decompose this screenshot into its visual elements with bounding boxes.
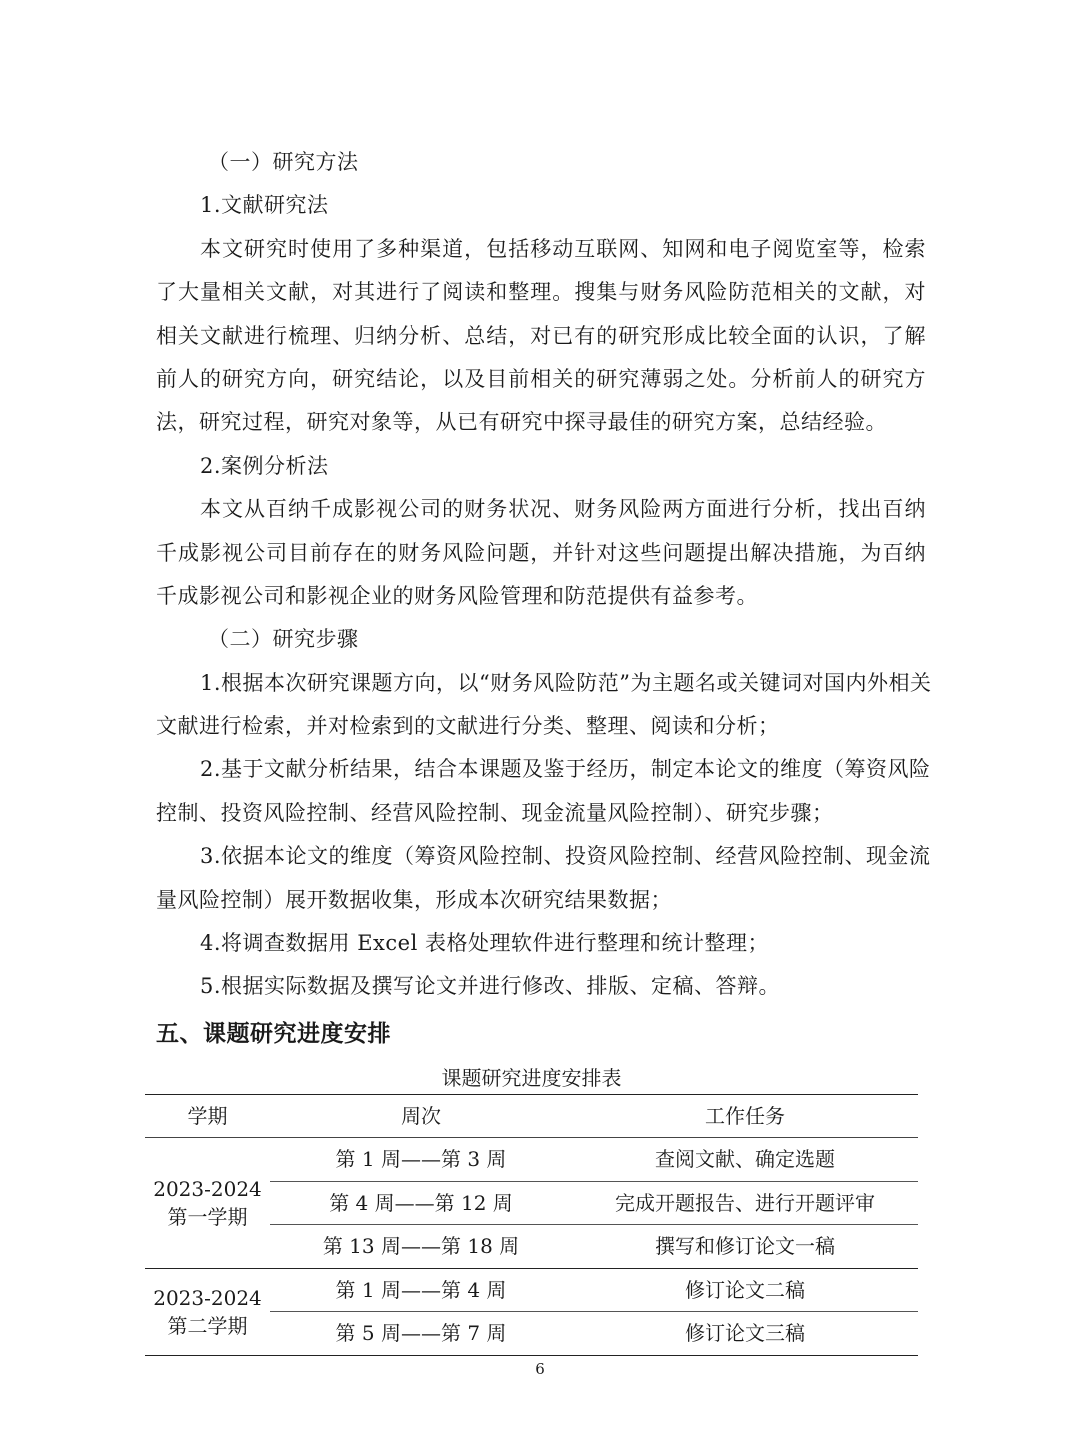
step-line: 文献进行检索，并对检索到的文献进行分类、整理、阅读和分析； — [156, 714, 780, 739]
table-header-row — [145, 1095, 918, 1138]
table-row — [145, 1268, 918, 1312]
table-caption: 课题研究进度安排表 — [441, 1066, 622, 1090]
paragraph-line: 相关文献进行梳理、归纳分析、总结，对已有的研究形成比较全面的认识，了解 — [156, 323, 926, 348]
step-line: 4.将调查数据用 Excel 表格处理软件进行整理和统计整理； — [200, 931, 769, 956]
term-name: 第二学期 — [167, 1313, 248, 1338]
weeks-cell: 第 5 周——第 7 周 — [270, 1312, 572, 1356]
term-cell — [145, 1138, 270, 1269]
task-cell: 撰写和修订论文一稿 — [572, 1225, 918, 1269]
step-line: 量风险控制）展开数据收集，形成本次研究结果数据； — [156, 887, 672, 912]
weeks-cell: 第 4 周——第 12 周 — [270, 1181, 572, 1225]
term-name: 第一学期 — [167, 1204, 248, 1229]
step-line: 2.基于文献分析结果，结合本课题及鉴于经历，制定本论文的维度（筹资风险 — [200, 757, 931, 782]
task-cell: 查阅文献、确定选题 — [572, 1138, 918, 1182]
task-cell: 修订论文二稿 — [572, 1268, 918, 1312]
weeks-cell: 第 1 周——第 4 周 — [270, 1268, 572, 1312]
method-title-literature: 1.文献研究法 — [200, 193, 329, 218]
section-title: 五、课题研究进度安排 — [156, 1020, 391, 1047]
table-row — [145, 1138, 918, 1182]
subsection-heading-methods: （一）研究方法 — [208, 150, 359, 174]
weeks-cell: 第 1 周——第 3 周 — [270, 1138, 572, 1182]
term-year: 2023-2024 — [153, 1285, 262, 1310]
paragraph-line: 千成影视公司和影视企业的财务风险管理和防范提供有益参考。 — [156, 583, 758, 608]
paragraph-line: 前人的研究方向，研究结论，以及目前相关的研究薄弱之处。分析前人的研究方 — [156, 366, 926, 391]
schedule-table — [145, 1094, 918, 1356]
paragraph-line: 本文从百纳千成影视公司的财务状况、财务风险两方面进行分析，找出百纳 — [200, 497, 926, 522]
header-weeks: 周次 — [270, 1095, 572, 1138]
task-cell: 修订论文三稿 — [572, 1312, 918, 1356]
method-title-case: 2.案例分析法 — [200, 453, 329, 478]
paragraph-line: 本文研究时使用了多种渠道，包括移动互联网、知网和电子阅览室等，检索 — [200, 236, 926, 261]
paragraph-line: 法，研究过程，研究对象等，从已有研究中探寻最佳的研究方案，总结经验。 — [156, 410, 887, 435]
weeks-cell: 第 13 周——第 18 周 — [270, 1225, 572, 1269]
term-year: 2023-2024 — [153, 1176, 262, 1201]
document-body — [156, 141, 932, 1057]
task-cell: 完成开题报告、进行开题评审 — [572, 1181, 918, 1225]
step-line: 5.根据实际数据及撰写论文并进行修改、排版、定稿、答辩。 — [200, 974, 781, 999]
step-line: 3.依据本论文的维度（筹资风险控制、投资风险控制、经营风险控制、现金流 — [200, 844, 931, 869]
header-term: 学期 — [145, 1095, 270, 1138]
paragraph-line: 千成影视公司目前存在的财务风险问题，并针对这些问题提出解决措施，为百纳 — [156, 540, 926, 565]
step-line: 1.根据本次研究课题方向，以“财务风险防范”为主题名或关键词对国内外相关 — [200, 670, 932, 695]
term-cell — [145, 1268, 270, 1355]
header-task: 工作任务 — [572, 1095, 918, 1138]
page-number: 6 — [535, 1360, 545, 1378]
step-line: 控制、投资风险控制、经营风险控制、现金流量风险控制）、研究步骤； — [156, 800, 834, 825]
subsection-heading-steps: （二）研究步骤 — [208, 627, 359, 652]
paragraph-line: 了大量相关文献，对其进行了阅读和整理。搜集与财务风险防范相关的文献，对 — [156, 280, 926, 305]
